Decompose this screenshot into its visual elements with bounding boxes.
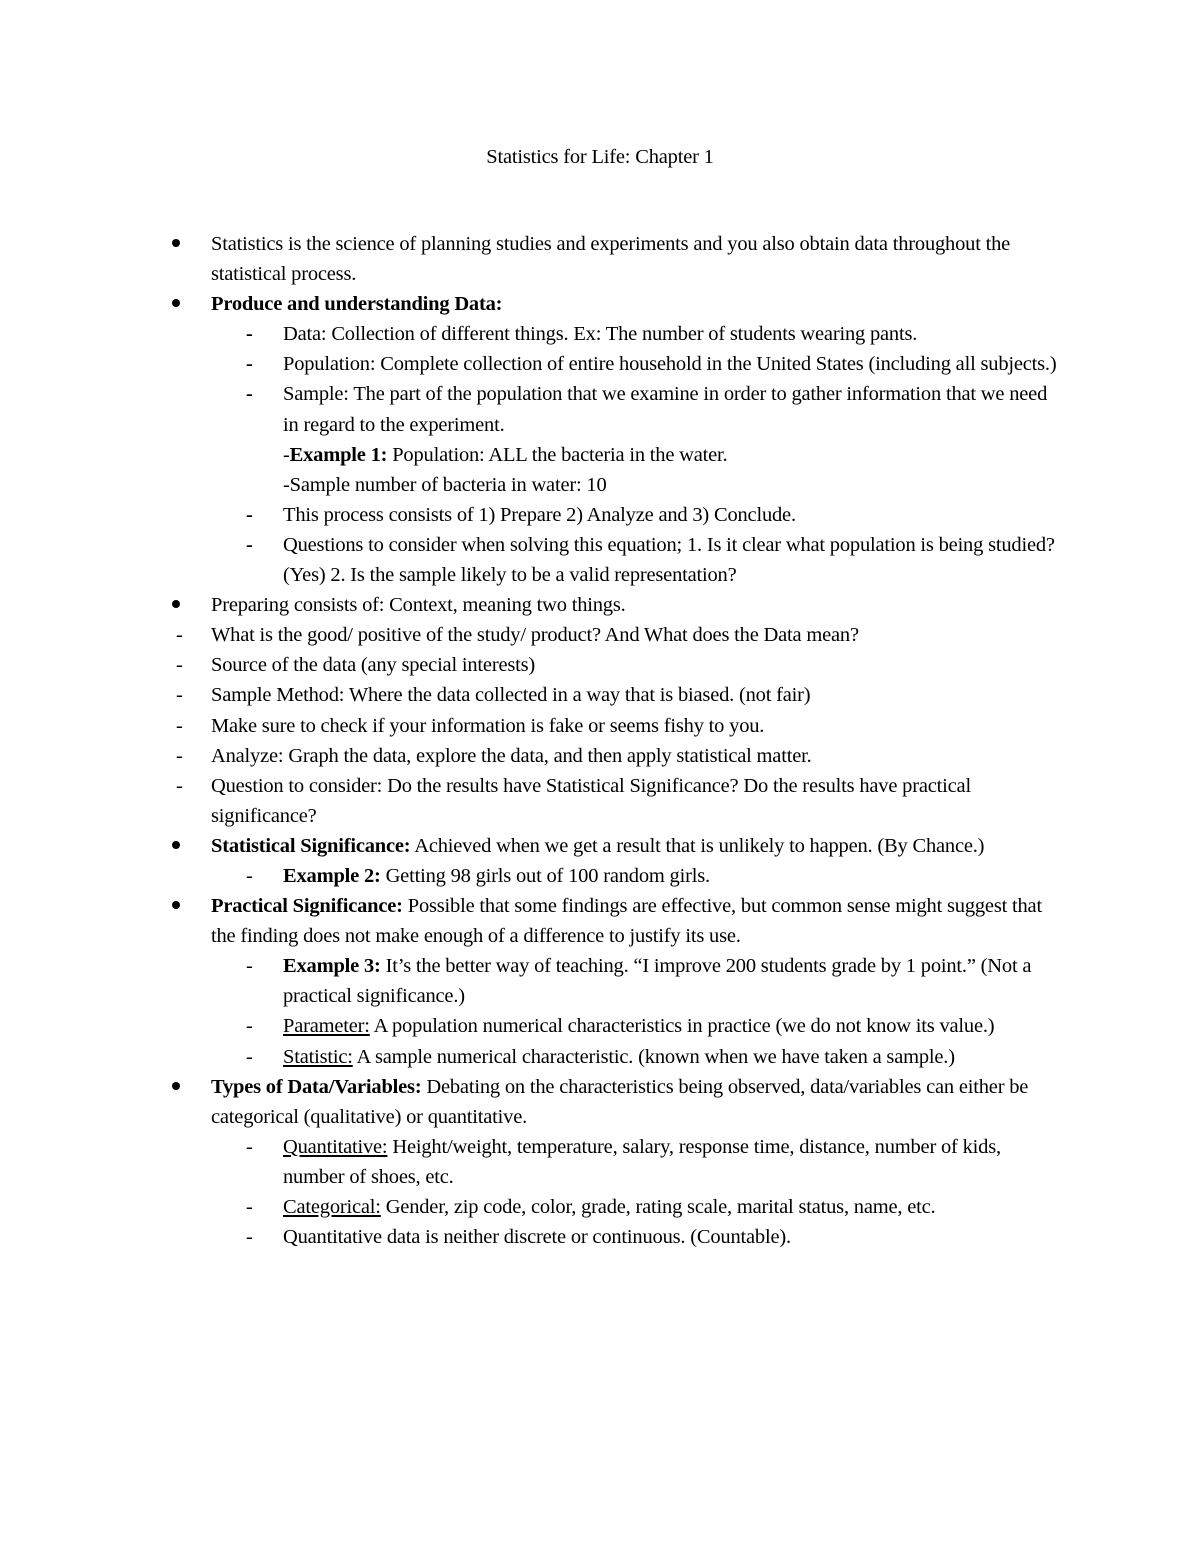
dash-icon: - [176, 744, 183, 767]
dash-icon: - [176, 714, 183, 737]
dash-icon: - [246, 1226, 253, 1249]
example-line: -Sample number of bacteria in water: 10 [283, 473, 607, 496]
item-text: Data: Collection of different things. Ex: The number of students wearing pants. [283, 323, 918, 346]
item-text: Sample: The part of the population that we examine in order to gather information that we need in regard to the experiment. [283, 383, 1048, 436]
item-text [283, 1132, 1063, 1192]
dash-icon: - [246, 503, 253, 526]
item-text: Questions to consider when solving this equation; 1. Is it clear what population is being studied? (Yes) 2. Is the sample likely to be a valid representation? [283, 533, 1055, 587]
dash-icon: - [176, 684, 183, 707]
term-definition: A population numerical characteristics in practice (we do not know its value.) [369, 1015, 995, 1038]
item-text: Preparing consists of: Context, meaning two things. [211, 594, 626, 617]
bullet-icon [172, 289, 180, 319]
list-item [0, 1132, 1063, 1192]
term-definition: A sample numerical characteristic. (known when we have taken a sample.) [352, 1045, 955, 1068]
list-item [0, 590, 1061, 620]
example-label: Example 1: [289, 443, 388, 466]
term-label: Categorical: [283, 1196, 381, 1218]
dash-icon: - [176, 654, 183, 677]
item-text: This process consists of 1) Prepare 2) Analyze and 3) Conclude. [283, 503, 796, 526]
dash-icon: - [176, 774, 183, 797]
dash-icon: - [246, 1045, 253, 1068]
example-text: Getting 98 girls out of 100 random girls. [380, 864, 710, 887]
example-label: Example 3: [283, 955, 381, 978]
term-definition: Gender, zip code, color, grade, rating scale, marital status, name, etc. [380, 1196, 936, 1218]
list-item [0, 650, 1061, 680]
list-item [0, 1072, 1061, 1132]
list-item [0, 831, 1061, 861]
list-item [0, 289, 1061, 319]
dash-icon: - [246, 864, 253, 887]
dash-icon: - [246, 1015, 253, 1038]
list-item [0, 711, 1061, 741]
list-item [0, 1222, 1063, 1252]
example-label: Example 2: [283, 864, 381, 887]
list-item [0, 1011, 1063, 1041]
dash-icon: - [246, 533, 253, 556]
term-definition: Debating on the characteristics being observed, data/variables can either be categorical (qualitative) or quantitative. [211, 1075, 1029, 1128]
term-label: Quantitative: [283, 1135, 388, 1158]
term-label: Statistic: [283, 1045, 353, 1068]
list-item [0, 1192, 1063, 1222]
item-text: Statistics is the science of planning studies and experiments and you also obtain data throughout the statistical process. [211, 233, 1011, 286]
item-text [283, 861, 1063, 891]
dash-icon: - [246, 1135, 253, 1158]
item-text: Source of the data (any special interests) [211, 654, 536, 677]
dash-icon: - [246, 323, 253, 346]
list-item [0, 1042, 1063, 1072]
term-definition: Height/weight, temperature, salary, response time, distance, number of kids, number of shoes, etc. [283, 1135, 1001, 1188]
bullet-icon [172, 1072, 180, 1102]
list-item [0, 951, 1063, 1011]
dash-icon: - [246, 955, 253, 978]
list-item [0, 891, 1061, 951]
list-item [0, 741, 1061, 771]
list-item [0, 861, 1063, 891]
item-text: Quantitative data is neither discrete or continuous. (Countable). [283, 1226, 791, 1249]
item-text [283, 1192, 1063, 1222]
item-text [283, 951, 1063, 1011]
list-item [0, 349, 1063, 379]
list-item [0, 771, 1061, 831]
dash-icon: - [246, 383, 253, 406]
term-label: Statistical Significance: [211, 834, 411, 857]
term-definition: Possible that some findings are effective, but common sense might suggest that the finding does not make enough of a difference to justify its use. [211, 895, 1042, 948]
item-text: Question to consider: Do the results have Statistical Significance? Do the results have practical significance? [211, 774, 971, 827]
item-text [211, 1072, 1061, 1132]
list-item [0, 680, 1061, 710]
example-line [283, 440, 1063, 470]
bullet-icon [172, 590, 180, 620]
item-text [211, 831, 1061, 861]
list-item [0, 620, 1061, 650]
item-text [211, 891, 1061, 951]
item-text: Population: Complete collection of entire household in the United States (including all subjects.) [283, 353, 1057, 376]
bullet-icon [172, 229, 180, 259]
document-title: Statistics for Life: Chapter 1 [486, 146, 714, 168]
bullet-icon [172, 831, 180, 861]
dash-icon: - [246, 353, 253, 376]
example-text: Population: ALL the bacteria in the water. [387, 443, 728, 466]
item-text [283, 1011, 1063, 1041]
term-label: Parameter: [283, 1015, 370, 1038]
list-item [0, 229, 1061, 289]
section-heading: Produce and understanding Data: [211, 293, 503, 316]
item-text: What is the good/ positive of the study/ product? And What does the Data mean? [211, 624, 859, 647]
term-label: Practical Significance: [211, 895, 403, 918]
item-text: Make sure to check if your information is fake or seems fishy to you. [211, 714, 765, 737]
example-text: It’s the better way of teaching. “I improve 200 students grade by 1 point.” (Not a practical significance.) [283, 955, 1032, 1008]
example-prefix: - [283, 443, 290, 466]
list-item [0, 379, 1063, 499]
notes-list [0, 229, 1200, 1252]
bullet-icon [172, 891, 180, 921]
list-item [0, 500, 1063, 530]
item-text: Analyze: Graph the data, explore the data, and then apply statistical matter. [211, 744, 812, 767]
list-item [0, 530, 1063, 590]
list-item [0, 319, 1063, 349]
item-text: Sample Method: Where the data collected in a way that is biased. (not fair) [211, 684, 811, 707]
dash-icon: - [246, 1196, 253, 1218]
term-definition: Achieved when we get a result that is unlikely to happen. (By Chance.) [410, 834, 985, 857]
dash-icon: - [176, 624, 183, 647]
item-text [283, 1042, 1063, 1072]
term-label: Types of Data/Variables: [211, 1075, 422, 1098]
